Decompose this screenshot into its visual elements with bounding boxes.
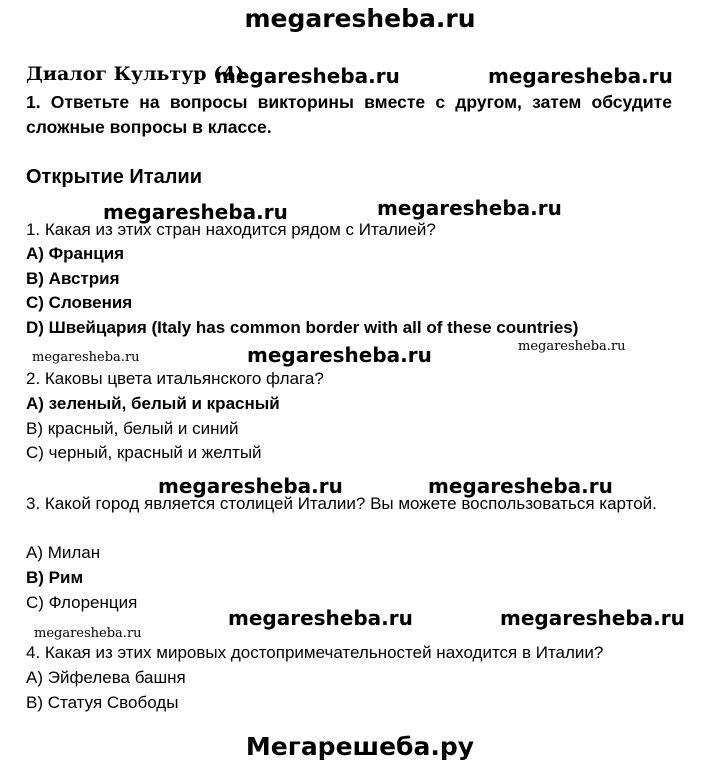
watermark: megaresheba.ru: [228, 606, 413, 630]
answer-option: B) Рим: [26, 568, 84, 587]
section-title: Диалог Культур (4): [26, 63, 245, 85]
question-text: 3. Какой город является столицей Италии? Вы можете воспользоваться картой.: [26, 494, 657, 513]
watermark: megaresheba.ru: [518, 339, 626, 354]
answer-option: B) Австрия: [26, 269, 120, 288]
site-title: megaresheba.ru: [244, 4, 476, 33]
answer-option: A) Эйфелева башня: [26, 668, 186, 687]
answer-option: C) Флоренция: [26, 593, 138, 612]
watermark: megaresheba.ru: [215, 64, 400, 88]
watermark: megaresheba.ru: [158, 474, 343, 498]
answer-option: C) черный, красный и желтый: [26, 443, 262, 462]
watermark: megaresheba.ru: [488, 64, 673, 88]
watermark: megaresheba.ru: [428, 474, 613, 498]
watermark: megaresheba.ru: [34, 626, 142, 641]
question-text: 1. Какая из этих стран находится рядом с Италией?: [26, 220, 436, 239]
task-instruction: 1. Ответьте на вопросы викторины вместе с другом, затем обсудите сложные вопросы в классе.: [26, 92, 672, 137]
answer-option: A) зеленый, белый и красный: [26, 394, 280, 413]
watermark: megaresheba.ru: [377, 196, 562, 220]
answer-option: B) красный, белый и синий: [26, 419, 239, 438]
watermark: megaresheba.ru: [32, 350, 140, 365]
answer-option: A) Милан: [26, 543, 101, 562]
watermark: megaresheba.ru: [500, 606, 685, 630]
question-text: 2. Каковы цвета итальянского флага?: [26, 369, 324, 388]
answer-option: D) Швейцария (Italy has common border with all of these countries): [26, 318, 579, 337]
watermark: megaresheba.ru: [247, 343, 432, 367]
answer-option: A) Франция: [26, 244, 125, 263]
answer-option: C) Словения: [26, 293, 133, 312]
quiz-title: Открытие Италии: [26, 166, 203, 188]
question-text: 4. Какая из этих мировых достопримечательностей находится в Италии?: [26, 643, 604, 662]
watermark: megaresheba.ru: [103, 200, 288, 224]
answer-option: B) Статуя Свободы: [26, 693, 179, 712]
site-footer: Мегарешеба.ру: [245, 732, 475, 761]
